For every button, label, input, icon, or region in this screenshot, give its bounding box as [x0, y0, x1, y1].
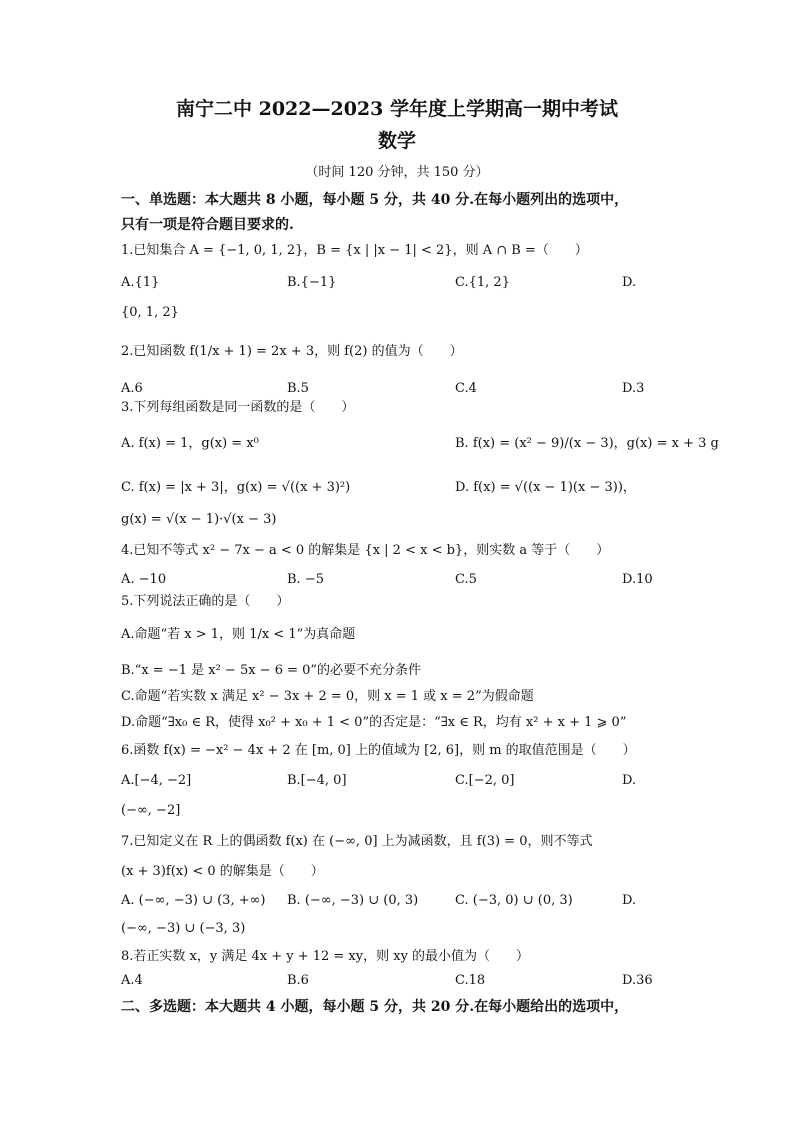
q7-option-d: D. — [622, 893, 637, 908]
q3-option-c: C. f(x) = |x + 3|，g(x) = √((x + 3)²) — [121, 480, 351, 495]
q4-stem: 4.已知不等式 x² − 7x − a < 0 的解集是 {x | 2 < x < b}，则实数 a 等于（ ） — [121, 543, 610, 558]
q8-option-a: A.4 — [121, 973, 143, 988]
q3-option-d: D. f(x) = √((x − 1)(x − 3))， — [455, 480, 636, 495]
q2-option-d: D.3 — [622, 381, 645, 396]
q3-stem: 3.下列每组函数是同一函数的是（ ） — [121, 400, 355, 415]
q8-option-c: C.18 — [455, 973, 486, 988]
q8-stem: 8.若正实数 x，y 满足 4x + y + 12 = xy，则 xy 的最小值为（ ） — [121, 949, 530, 964]
q7-option-a: A. (−∞, −3) ∪ (3, +∞) — [121, 893, 266, 908]
q5-option-b: B.“x = −1 是 x² − 5x − 6 = 0”的必要不充分条件 — [121, 663, 422, 678]
q2-option-c: C.4 — [455, 381, 477, 396]
q5-stem: 5.下列说法正确的是（ ） — [121, 594, 290, 609]
q2-stem: 2.已知函数 f(1/x + 1) = 2x + 3，则 f(2) 的值为（ ） — [121, 344, 463, 359]
q7-stem-line1: 7.已知定义在 R 上的偶函数 f(x) 在 (−∞, 0] 上为减函数，且 f(3) = 0，则不等式 — [121, 834, 593, 849]
q3-option-d-content: g(x) = √(x − 1)·√(x − 3) — [121, 512, 277, 527]
q5-option-c: C.命题“若实数 x 满足 x² − 3x + 2 = 0，则 x = 1 或 x = 2”为假命题 — [121, 689, 534, 704]
q5-option-d: D.命题“∃x₀ ∈ R，使得 x₀² + x₀ + 1 < 0”的否定是：“∃x ∈ R，均有 x² + x + 1 ⩾ 0” — [121, 715, 627, 730]
q8-option-d: D.36 — [622, 973, 653, 988]
q3-option-b: B. f(x) = (x² − 9)/(x − 3)，g(x) = x + 3 g — [455, 436, 719, 451]
q3-option-a: A. f(x) = 1，g(x) = x⁰ — [121, 436, 259, 451]
q1-option-d: D. — [622, 275, 637, 290]
q2-option-a: A.6 — [121, 381, 143, 396]
q1-option-b: B.{−1} — [287, 275, 337, 290]
q8-option-b: B.6 — [287, 973, 309, 988]
section2-heading-line1: 二、多选题：本大题共 4 小题，每小题 5 分，共 20 分.在每小题给出的选项中， — [121, 999, 629, 1015]
q2-option-b: B.5 — [287, 381, 309, 396]
exam-subject: 数学 — [377, 130, 416, 152]
q6-option-d-content: (−∞, −2] — [121, 803, 181, 818]
q7-option-d-content: (−∞, −3) ∪ (−3, 3) — [121, 921, 246, 936]
exam-time-info: （时间 120 分钟，共 150 分） — [305, 165, 489, 180]
exam-title: 南宁二中 2022—2023 学年度上学期高一期中考试 — [176, 98, 618, 120]
q1-option-d-content: {0, 1, 2} — [121, 305, 179, 320]
q6-option-a: A.[−4, −2] — [121, 773, 192, 788]
q7-option-c: C. (−3, 0) ∪ (0, 3) — [455, 893, 573, 908]
q6-option-b: B.[−4, 0] — [287, 773, 347, 788]
q4-option-a: A. −10 — [121, 572, 167, 587]
q4-option-c: C.5 — [455, 572, 477, 587]
q4-option-b: B. −5 — [287, 572, 324, 587]
q7-stem-line2: (x + 3)f(x) < 0 的解集是（ ） — [121, 864, 324, 879]
q7-option-b: B. (−∞, −3) ∪ (0, 3) — [287, 893, 419, 908]
q6-option-d: D. — [622, 773, 637, 788]
q6-option-c: C.[−2, 0] — [455, 773, 515, 788]
q6-stem: 6.函数 f(x) = −x² − 4x + 2 在 [m, 0] 上的值域为 [2, 6]，则 m 的取值范围是（ ） — [121, 743, 636, 758]
section1-heading-line2: 只有一项是符合题目要求的. — [121, 217, 294, 233]
q1-option-a: A.{1} — [121, 275, 160, 290]
q4-option-d: D.10 — [622, 572, 653, 587]
section1-heading-line1: 一、单选题：本大题共 8 小题，每小题 5 分，共 40 分.在每小题列出的选项中， — [121, 192, 629, 208]
q5-option-a: A.命题“若 x > 1，则 1/x < 1”为真命题 — [121, 627, 356, 642]
q1-option-c: C.{1, 2} — [455, 275, 510, 290]
q1-stem: 1.已知集合 A = {−1, 0, 1, 2}，B = {x | |x − 1| < 2}，则 A ∩ B =（ ） — [121, 243, 588, 258]
